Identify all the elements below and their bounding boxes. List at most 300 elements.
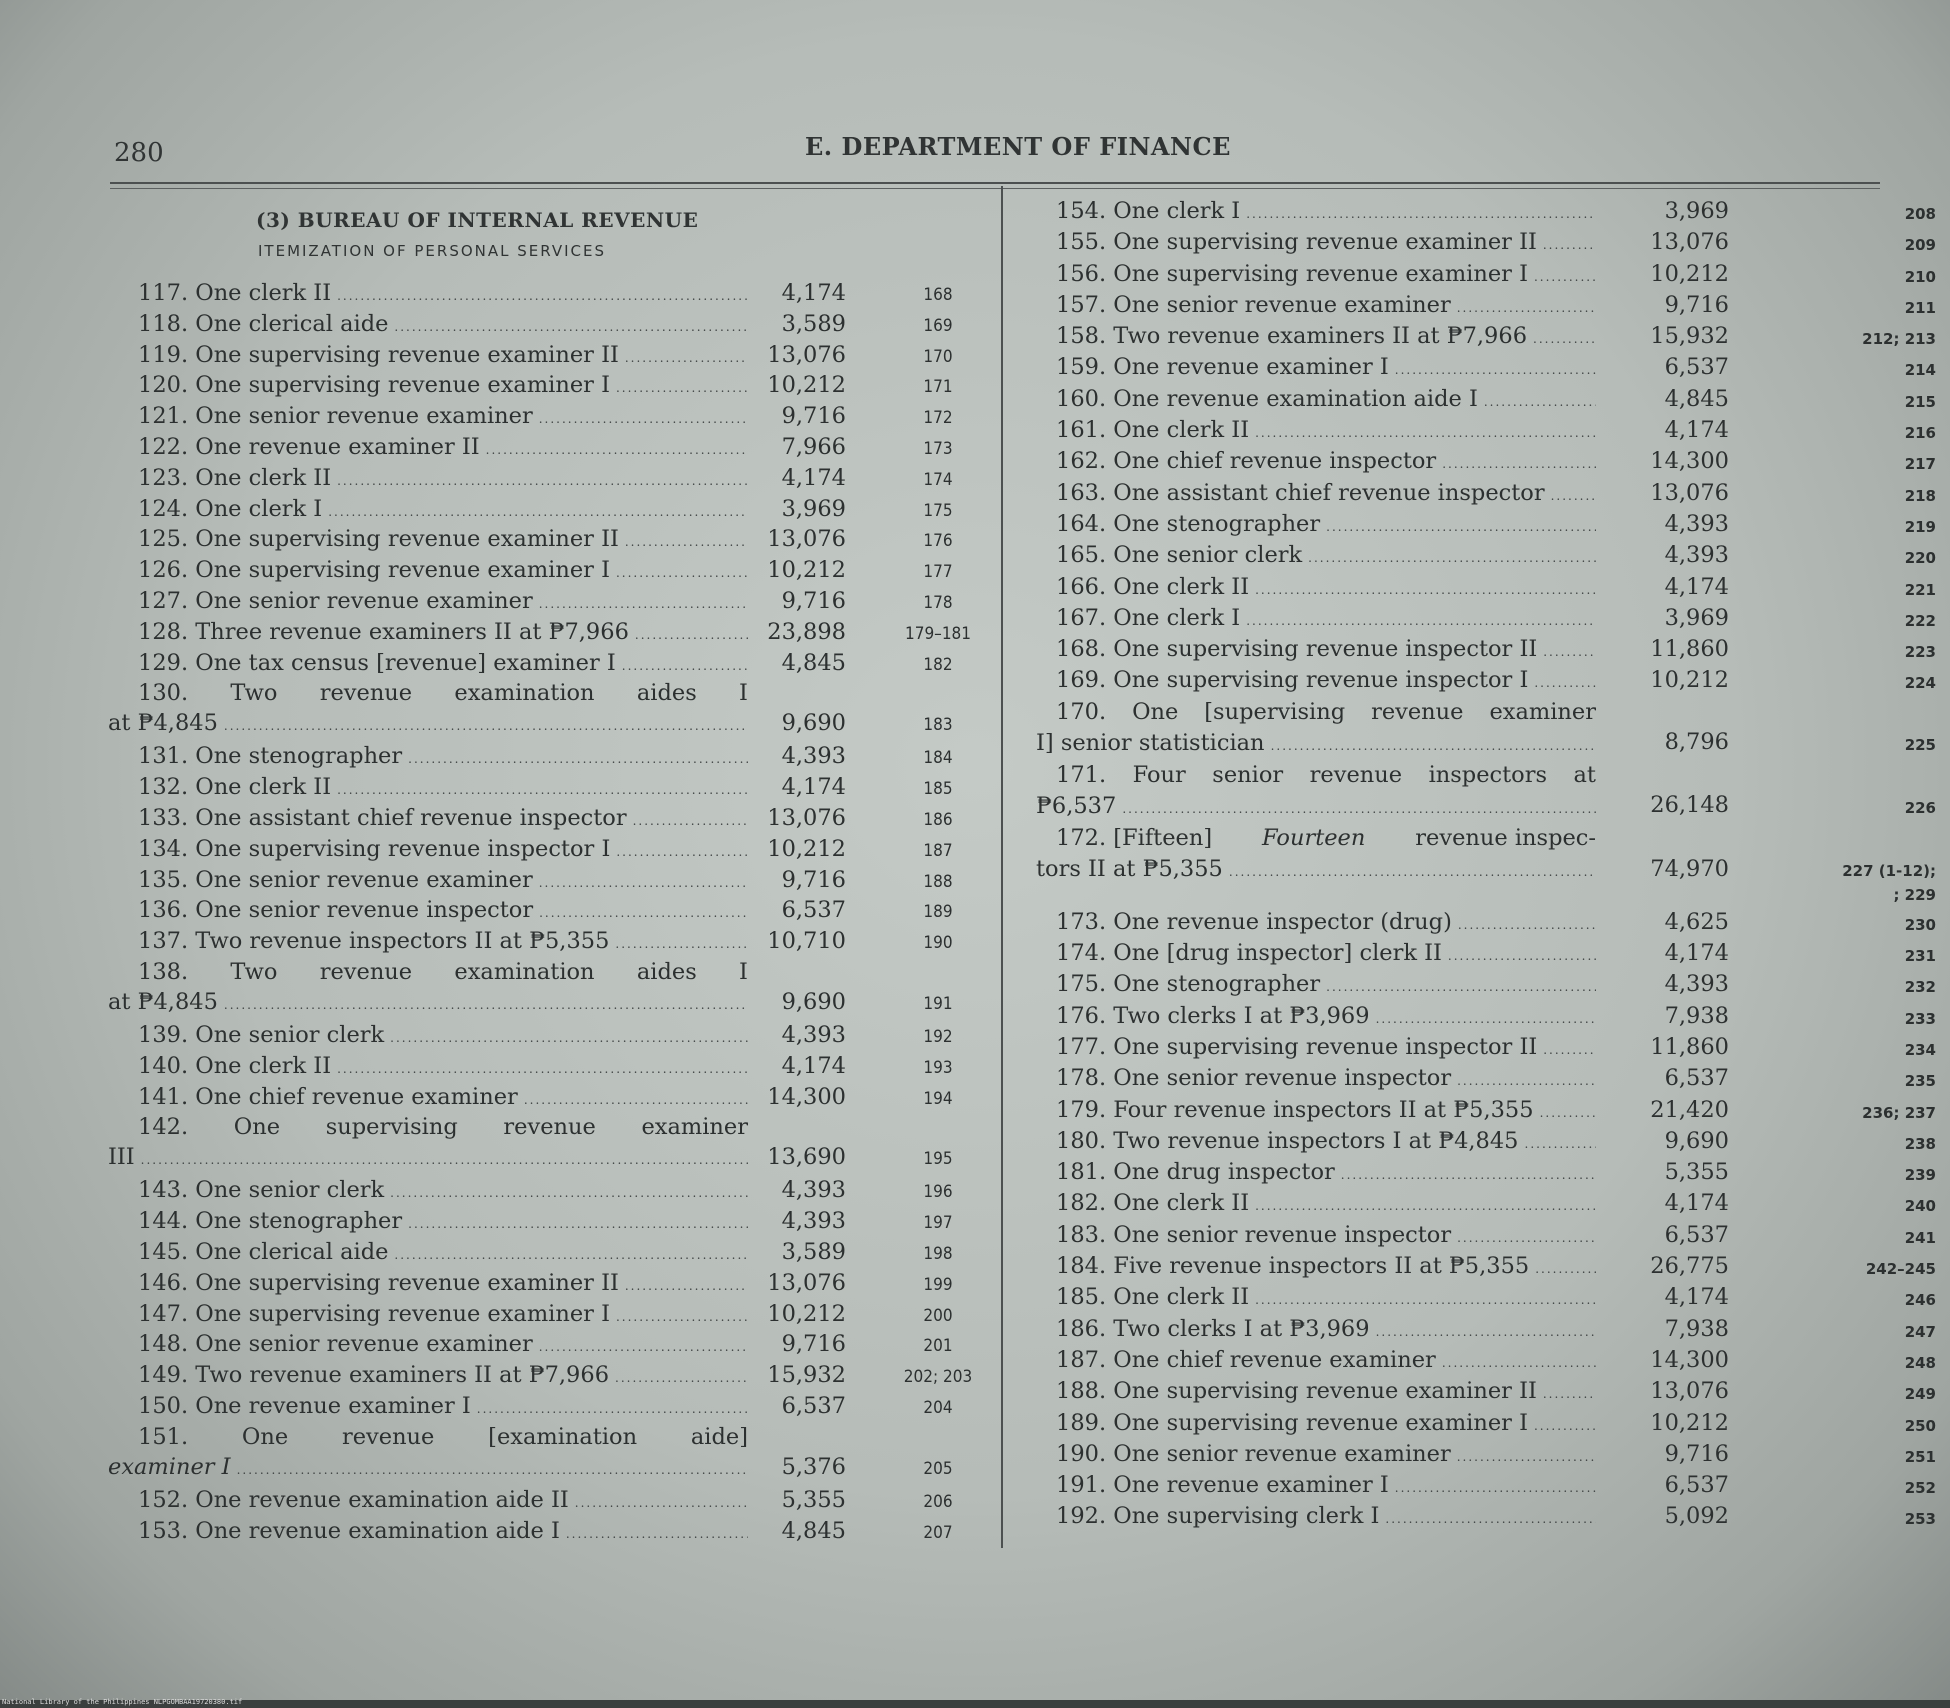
item-text: 132. One clerk II [138,774,332,801]
item-text: 157. One senior revenue examiner [1056,291,1451,318]
item-reference-line: 225 [1904,735,1936,754]
item-reference [1756,515,1936,539]
item-reference [888,650,988,680]
item-line [138,1020,748,1053]
page-title: E. DEPARTMENT OF FINANCE [805,132,1231,161]
list-item [108,834,968,865]
item-reference-line: 183 [923,715,953,736]
dot-leader [1376,1317,1596,1347]
item-amount: 13,076 [1650,479,1729,506]
item-reference-line: 199 [923,1274,953,1295]
item-reference-line: 208 [1904,205,1936,223]
item-amount: 26,148 [1650,791,1729,818]
dot-leader [237,1455,748,1485]
item-reference-line: 249 [1904,1385,1936,1404]
item-reference [1756,1414,1936,1438]
item-amount: 9,716 [781,1331,846,1358]
item-reference [1756,913,1936,937]
item-line [138,586,748,619]
item-reference [1756,796,1936,820]
item-line [1056,1032,1596,1065]
header-rule [110,182,1880,184]
item-amount: 13,690 [767,1144,846,1171]
item-amount: 10,212 [1650,667,1729,694]
item-text: 135. One senior revenue examiner [138,866,533,893]
list-item [108,278,968,309]
list-item [1036,227,1936,258]
item-text: 177. One supervising revenue inspector II [1056,1033,1538,1060]
item-text: 190. One senior revenue examiner [1056,1440,1451,1467]
item-reference [888,1208,988,1238]
dot-leader [486,435,748,465]
list-item [108,1268,968,1299]
item-text: 127. One senior revenue examiner [138,587,533,614]
item-text-italic: Fourteen [1262,824,1366,851]
item-reference [1756,578,1936,602]
item-reference-line: 236; 237 [1862,1103,1936,1122]
item-reference-line: 231 [1904,947,1936,966]
list-item [1036,415,1936,446]
item-reference-line: 248 [1904,1353,1936,1372]
item-reference-line: 226 [1904,798,1936,817]
list-item [108,586,968,617]
item-amount: 4,174 [781,280,846,306]
item-reference-line: 192 [923,1026,953,1047]
item-reference-line: 195 [923,1149,953,1170]
item-amount: 13,076 [1650,229,1729,256]
item-reference [888,989,988,1019]
dot-leader [1543,1379,1596,1409]
dot-leader [390,1178,748,1208]
item-word: Two [230,958,278,985]
item-line [138,1112,748,1142]
item-amount: 10,212 [767,835,846,862]
item-amount: 10,212 [767,1300,846,1327]
item-reference [1756,1382,1936,1406]
item-text: 169. One supervising revenue inspector I [1056,667,1529,694]
item-reference [888,928,988,958]
item-text: 134. One supervising revenue inspector I [138,835,611,862]
item-line [1056,540,1596,573]
dot-leader [1543,1035,1596,1065]
dot-leader [1395,1473,1596,1503]
item-line [1056,665,1596,698]
item-amount: 6,537 [1664,1065,1729,1092]
list-item [1036,259,1936,290]
dot-leader [1341,1160,1596,1190]
list-item [1036,969,1936,1000]
item-word: 170. [1056,698,1107,725]
item-text: 182. One clerk II [1056,1190,1250,1217]
item-reference-line: 232 [1904,978,1936,997]
item-reference [888,342,988,372]
item-amount: 4,393 [1664,542,1729,569]
item-text: 131. One stenographer [138,743,403,770]
item-reference [888,1454,988,1484]
item-line [138,401,748,434]
item-reference-line: 196 [923,1182,953,1203]
item-line [1056,384,1596,417]
item-reference [1756,327,1936,351]
list-item [108,895,968,926]
dot-leader [224,990,748,1020]
list-item [108,340,968,371]
item-word: Four [1132,761,1186,788]
item-reference-line: 212; 213 [1862,330,1936,349]
item-line [1056,1157,1596,1190]
list-item [1036,1032,1936,1063]
list-item [108,926,968,957]
dot-leader [1457,1066,1596,1096]
item-line [1056,1314,1596,1347]
item-word: One [241,1423,289,1450]
item-text: 164. One stenographer [1056,510,1321,537]
item-text: 145. One clerical aide [138,1238,389,1265]
item-amount: 15,932 [1650,323,1729,350]
item-amount: 9,716 [781,403,846,430]
item-continuation: at ₱4,845 [108,988,218,1015]
item-line [138,278,748,311]
item-reference-line: 205 [923,1458,953,1479]
item-text: 187. One chief revenue examiner [1056,1346,1436,1373]
left-column [108,278,973,1546]
item-amount: 9,690 [781,710,846,737]
dot-leader [1442,449,1596,479]
item-reference-line: 169 [923,315,953,336]
item-continuation-line [1036,728,1596,761]
item-amount: 8,796 [1664,728,1729,755]
item-reference [888,372,988,402]
dot-leader [1255,575,1596,605]
item-text: 141. One chief revenue examiner [138,1083,518,1110]
item-text: 120. One supervising revenue examiner I [138,372,610,399]
item-reference [888,774,988,804]
list-item [1036,1063,1936,1094]
dot-leader [1246,199,1596,229]
item-text: 180. Two revenue inspectors I at ₱4,845 [1056,1127,1519,1154]
dot-leader [328,497,748,527]
dot-leader [1534,262,1596,292]
item-text: 161. One clerk II [1056,417,1250,444]
list-item [1036,1345,1936,1376]
list-item [1036,823,1936,907]
item-amount: 5,355 [1664,1159,1729,1186]
item-reference [1756,1101,1936,1125]
dot-leader [1458,910,1596,940]
item-line [1056,1282,1596,1315]
item-word: 142. [138,1114,189,1141]
dot-leader [539,898,748,928]
item-reference-line: 235 [1904,1072,1936,1091]
item-text: 167. One clerk I [1056,604,1241,631]
dot-leader [1255,418,1596,448]
item-line [138,1051,748,1084]
item-line [138,648,748,681]
item-continuation-line [1036,854,1596,887]
right-column [1036,196,1936,1533]
item-amount: 4,174 [1664,940,1729,967]
item-reference-line: 223 [1904,643,1936,662]
item-reference [1756,609,1936,633]
item-reference-line: 197 [923,1213,953,1234]
item-amount: 4,174 [1664,1284,1729,1311]
list-item [108,401,968,432]
item-reference-line: 184 [923,748,953,769]
item-text: 147. One supervising revenue examiner I [138,1300,610,1327]
list-item [108,1206,968,1237]
item-reference [1756,1476,1936,1500]
item-reference [888,710,988,740]
item-line [1056,1251,1596,1284]
item-reference [1756,546,1936,570]
item-reference-line: 168 [923,285,953,305]
item-line [1056,1001,1596,1034]
dot-leader [224,711,748,741]
item-word: revenue [1309,761,1403,788]
dot-leader [337,775,748,805]
list-item [1036,938,1936,969]
item-word: examination [454,958,595,985]
item-reference-line: 224 [1904,674,1936,693]
item-reference [888,836,988,866]
item-reference-line: 221 [1904,580,1936,599]
list-item [1036,1095,1936,1126]
item-text: 185. One clerk II [1056,1284,1250,1311]
item-line [138,834,748,867]
item-reference [888,1331,988,1361]
item-reference-line: 171 [923,377,953,398]
item-reference [1756,1194,1936,1218]
item-line [138,370,748,403]
list-item [1036,540,1936,571]
item-reference-line: 198 [923,1243,953,1264]
item-reference [888,805,988,835]
item-line [1056,446,1596,479]
item-word: Two [230,680,278,707]
item-continuation-line [108,1452,748,1485]
item-amount: 11,860 [1650,636,1729,663]
item-word: senior [1212,761,1284,788]
item-amount: 6,537 [781,897,846,924]
item-line [1056,415,1596,448]
item-text: 143. One senior clerk [138,1177,385,1204]
item-reference [1756,1226,1936,1250]
item-amount: 6,537 [781,1392,846,1419]
item-reference [1756,1069,1936,1093]
item-text: 183. One senior revenue inspector [1056,1221,1452,1248]
list-item [1036,572,1936,603]
item-line [1056,478,1596,511]
item-reference-line: 215 [1904,392,1936,411]
item-line [1056,509,1596,542]
item-text: 181. One drug inspector [1056,1159,1335,1186]
item-text: 166. One clerk II [1056,573,1250,600]
item-continuation: III [108,1144,135,1171]
item-reference [888,1084,988,1114]
list-item [1036,290,1936,321]
item-line [138,340,748,373]
item-reference [888,1239,988,1269]
item-line [1056,196,1596,229]
item-word: revenue [341,1423,435,1450]
item-amount: 7,966 [781,433,846,460]
item-text: 133. One assistant chief revenue inspector [138,804,627,831]
item-word: revenue [1371,698,1464,725]
list-item [1036,1157,1936,1188]
item-line [1056,907,1596,940]
item-text: 126. One supervising revenue examiner I [138,557,610,584]
item-reference [888,526,988,556]
list-item [1036,1001,1936,1032]
list-item [108,1082,968,1113]
item-line [138,1082,748,1115]
list-item [1036,697,1936,760]
item-amount: 23,898 [767,618,846,645]
item-reference [888,588,988,618]
item-reference [888,1144,988,1174]
item-reference-line: 222 [1904,611,1936,630]
item-reference [1756,1038,1936,1062]
item-reference-line: 247 [1904,1322,1936,1341]
dot-leader [1271,731,1596,761]
item-amount: 9,690 [1664,1127,1729,1154]
item-text: 158. Two revenue examiners II at ₱7,966 [1056,323,1528,350]
item-reference [1756,358,1936,382]
item-amount: 13,076 [767,526,846,553]
dot-leader [1385,1504,1596,1534]
dot-leader [1457,293,1596,323]
item-text: 148. One senior revenue examiner [138,1331,533,1358]
item-word: supervising [325,1114,458,1141]
dot-leader [1484,387,1596,417]
item-text: 128. Three revenue examiners II at ₱7,966 [138,618,629,645]
item-reference [888,1053,988,1083]
item-amount: 7,938 [1664,1002,1729,1029]
item-reference-line: 187 [923,840,953,861]
section-subheading: ITEMIZATION OF PERSONAL SERVICES [258,242,607,260]
item-reference-line: 185 [923,779,953,800]
item-line [138,1422,748,1452]
item-line [138,957,748,987]
item-word: aides [636,958,697,985]
item-reference-line: 190 [923,933,953,954]
item-line [1056,938,1596,971]
item-line [1056,1063,1596,1096]
item-reference-line: 201 [923,1336,953,1357]
item-reference [1756,640,1936,664]
item-reference [1756,1288,1936,1312]
item-line [138,1299,748,1332]
item-amount: 5,376 [781,1453,846,1480]
item-amount: 4,393 [781,1177,846,1204]
item-text: 174. One [drug inspector] clerk II [1056,940,1442,967]
item-reference [1756,1320,1936,1344]
item-reference [1756,975,1936,999]
dot-leader [394,1240,748,1270]
item-text: 160. One revenue examination aide I [1056,385,1478,412]
item-reference-line: 238 [1904,1134,1936,1153]
item-reference-line: 242–245 [1865,1260,1936,1279]
item-reference [888,434,988,464]
item-text: 173. One revenue inspector (drug) [1056,908,1452,935]
section-heading: (3) BUREAU OF INTERNAL REVENUE [256,208,699,232]
item-text: 153. One revenue examination aide I [138,1517,560,1544]
dot-leader [1534,1411,1596,1441]
dot-leader [390,1023,748,1053]
item-reference-line: 170 [923,346,953,367]
item-word: examiner [1489,698,1596,725]
item-reference [888,1518,988,1548]
item-reference-line: 182 [923,654,953,675]
item-reference [888,1362,988,1392]
list-item [1036,760,1936,823]
list-item [108,1112,968,1175]
item-word: inspectors [1428,761,1548,788]
item-reference [888,1393,988,1423]
item-line [138,1485,748,1518]
item-reference-line: 204 [923,1397,953,1418]
dot-leader [408,744,748,774]
list-item [1036,478,1936,509]
item-reference [1756,1132,1936,1156]
item-text: 149. Two revenue examiners II at ₱7,966 [138,1362,610,1389]
item-reference-line: 174 [923,469,953,490]
item-reference-line: 210 [1904,267,1936,286]
dot-leader [1395,355,1596,385]
list-item [1036,1408,1936,1439]
item-text-suffix: revenue inspec- [1415,824,1596,851]
item-reference-line: 246 [1904,1291,1936,1310]
list-item [108,1422,968,1485]
item-amount: 4,845 [1664,385,1729,412]
item-line [138,1516,748,1549]
dot-leader [1551,481,1596,511]
item-continuation-line [108,987,748,1020]
item-word: One [1132,698,1179,725]
dot-leader [1376,1004,1596,1034]
item-amount: 13,076 [767,1269,846,1296]
item-line [1056,259,1596,292]
item-line [1056,1095,1596,1128]
list-item [108,678,968,741]
item-amount: 15,932 [767,1362,846,1389]
list-item [1036,1126,1936,1157]
item-line [138,1391,748,1424]
dot-leader [337,1054,748,1084]
item-amount: 3,589 [781,1238,846,1265]
item-text-prefix: 172. [Fifteen] [1056,824,1213,851]
list-item [108,865,968,896]
column-divider [1001,186,1003,1548]
dot-leader [539,1332,748,1362]
item-line [1056,697,1596,727]
item-reference [888,403,988,433]
list-item [1036,1251,1936,1282]
item-line [138,524,748,557]
item-reference-line: 230 [1904,915,1936,934]
item-reference-line: 211 [1904,298,1936,317]
item-text: 146. One supervising revenue examiner II [138,1269,619,1296]
item-text: 137. Two revenue inspectors II at ₱5,355 [138,928,610,955]
dot-leader [539,868,748,898]
item-reference [1756,1507,1936,1531]
item-reference [888,867,988,897]
item-amount: 10,212 [767,557,846,584]
list-item [1036,907,1936,938]
item-text: 118. One clerical aide [138,310,389,337]
item-text: 136. One senior revenue inspector [138,897,534,924]
item-amount: 3,969 [781,495,846,522]
